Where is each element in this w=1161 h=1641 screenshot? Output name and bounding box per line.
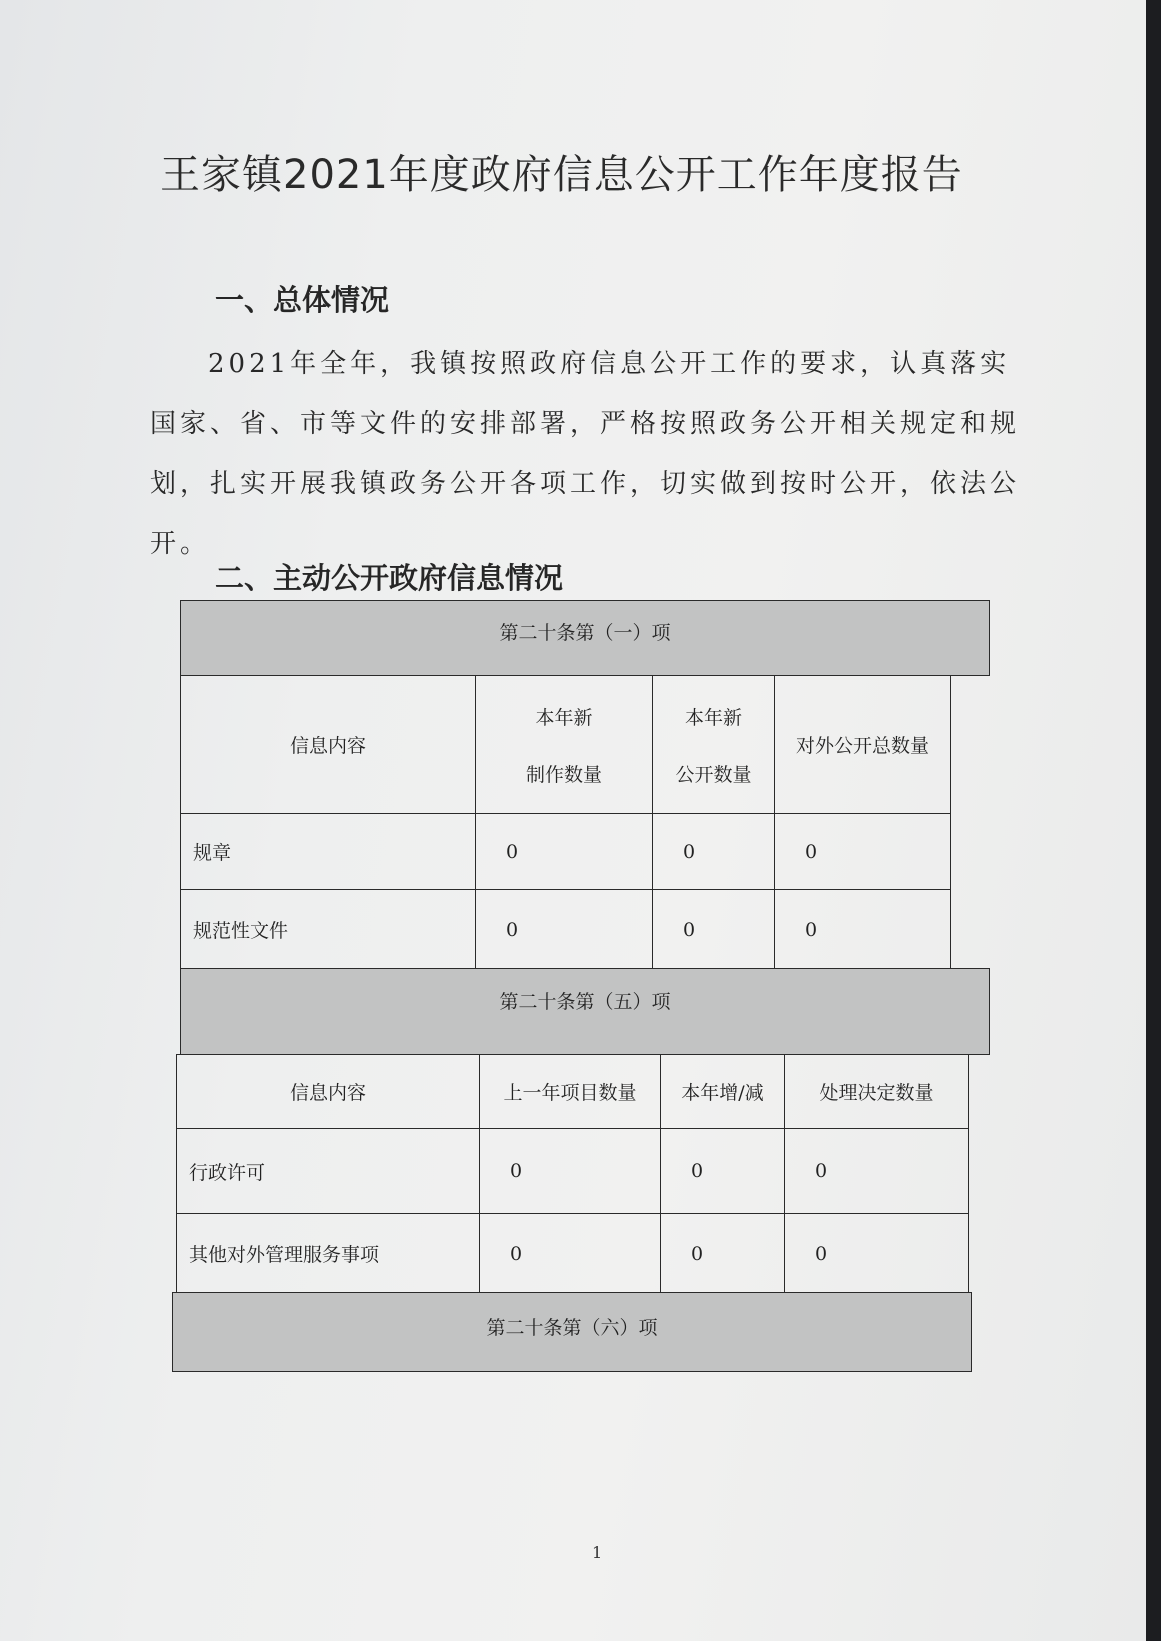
table-section-header: 第二十条第（一）项 [180,600,990,676]
table-row [181,814,951,890]
section-heading-active-disclosure: 二、主动公开政府信息情况 [215,561,564,595]
table-row [181,890,951,970]
overview-paragraph: 2021年全年，我镇按照政府信息公开工作的要求，认真落实国家、省、市等文件的安排部署，严格按照政务公开相关规定和规划，扎实开展我镇政务公开各项工作，切实做到按时公开，依法公开。 [150,349,1021,559]
table-section-header: 第二十条第（六）项 [172,1292,972,1372]
cell-value: 0 [785,1214,969,1294]
table-row [177,1214,969,1294]
cell-value: 0 [661,1214,785,1294]
header-cell: 对外公开总数量 [775,676,951,814]
row-label: 规章 [181,814,476,890]
header-cell: 信息内容 [181,676,476,814]
header-line: 本年新 [684,706,742,729]
page-number: 1 [592,1543,603,1562]
row-label: 规范性文件 [181,890,476,970]
table-header-row [177,1055,969,1129]
table-row [177,1129,969,1214]
cell-value: 0 [775,814,951,890]
disclosure-table-2 [176,1054,969,1294]
header-line: 本年新 [535,706,593,729]
cell-value: 0 [480,1214,661,1294]
cell-value: 0 [480,1129,661,1214]
header-cell [653,676,775,814]
report-title: 王家镇2021年度政府信息公开工作年度报告 [160,152,963,198]
cell-value: 0 [653,890,775,970]
table-section-header: 第二十条第（五）项 [180,968,990,1055]
header-cell: 上一年项目数量 [480,1055,661,1129]
table-header-row [181,676,951,814]
row-label: 行政许可 [177,1129,480,1214]
cell-value: 0 [785,1129,969,1214]
cell-value: 0 [661,1129,785,1214]
header-cell: 本年增/减 [661,1055,785,1129]
header-line: 制作数量 [525,763,602,786]
cell-value: 0 [476,814,653,890]
header-line: 公开数量 [675,763,752,786]
cell-value: 0 [775,890,951,970]
header-cell: 处理决定数量 [785,1055,969,1129]
disclosure-table-1 [180,675,951,970]
section-heading-overview: 一、总体情况 [215,283,390,317]
row-label: 其他对外管理服务事项 [177,1214,480,1294]
cell-value: 0 [476,890,653,970]
page-edge-shadow [1146,0,1161,1641]
cell-value: 0 [653,814,775,890]
header-cell: 信息内容 [177,1055,480,1129]
header-cell [476,676,653,814]
